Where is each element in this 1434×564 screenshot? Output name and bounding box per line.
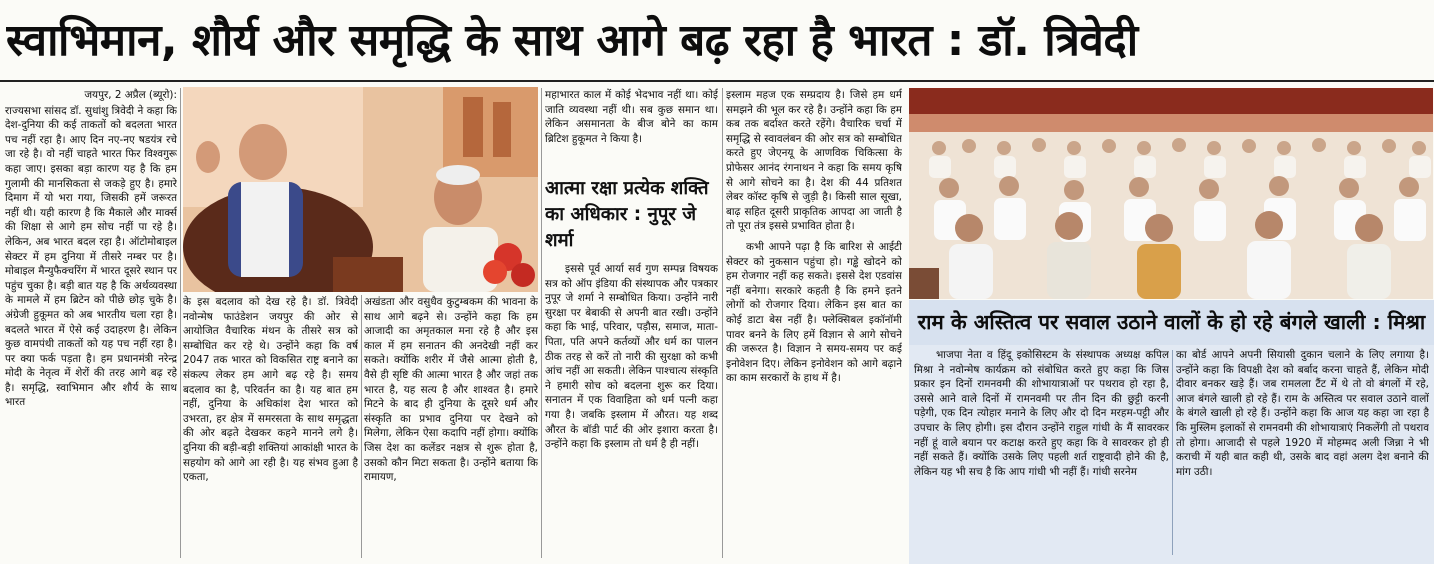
subheading-nupur-sharma: आत्मा रक्षा प्रत्येक शक्ति का अधिकार : नुपूर जे शर्मा xyxy=(545,178,709,251)
audience-photo xyxy=(909,88,1433,299)
article-column-4-top xyxy=(545,88,718,174)
column-4-paragraph: इससे पूर्व आर्या सर्व गुण सम्पन्न विषयक सत्र को ऑप इंडिया की संस्थापक और पत्रकार नुपूर जे शर्मा ने सम्बोधित किया। उन्होंने नारी सुरक्षा पर बेबाकी से अपनी बात रखी। उन्होंने कहा कि भाई, परिवार, पड़ौस, समाज, माता-पिता, पति अपने कर्तव्यों और धर्म का पालन ठीक तरह से करें तो नारी की सुरक्षा को कभी आंच नहीं आ सकती। लेकिन पाश्चात्य संस्कृति ने हमारी सोच को बदलना शुरू कर दिया। सनातन में एक विवाहिता को धर्म पत्नी कहा गया है। जबकि इस्लाम में औरत। यह शब्द औरत के बॉडी पार्ट की ओर इशारा करता है। उन्होंने कहा कि इस्लाम तो धर्म है ही नहीं। xyxy=(545,263,718,451)
speaker-photo-illustration xyxy=(183,87,538,292)
audience-photo-illustration xyxy=(909,88,1433,299)
column-6-paragraph: भाजपा नेता व हिंदू इकोसिस्टम के संस्थापक अध्यक्ष कपिल मिश्रा ने नवोन्मेष कार्यक्रम को संबोधित करते हुए कहा कि जिस प्रकार इन दिनों रामनवमी की शोभायात्राओं पर पथराव हो रहा है, उससे आने वाले दिनों में रामनवमी पर तीन दिन की छुट्टी करनी पड़ेगी, एक दिन त्योहार मनाने के लिए और दो दिन मरहम-पट्टी और उपचार के लिए होगी। इस दौरान उन्होंने राहुल गांधी के मैं सावरकर नहीं हूं वाले बयान पर कटाक्ष करते हुए कहा कि वे सावरकर हो ही नहीं सकते हैं। क्योंकि उसके लिए पहली शर्त राष्ट्रवादी होने की है, लेकिन यह भी सच है कि आप गांधी भी नहीं हैं। गांधी सरनेम xyxy=(914,349,1169,478)
column-divider xyxy=(722,88,723,558)
column-4-paragraph: महाभारत काल में कोई भेदभाव नहीं था। कोई जाति व्यवस्था नहीं थी। सब कुछ समान था। लेकिन असमानता के बीज बोने का काम ब्रिटिश हुकूमत ने किया है। xyxy=(545,89,718,145)
column-5-paragraph: इस्लाम महज एक सम्प्रदाय है। जिसे हम धर्म समझने की भूल कर रहे है। उन्होंने कहा कि हम कब तक बर्दाश्त करते रहेंगे। वैचारिक चर्चा में समृद्धि से स्वावलंबन की ओर सत्र को सम्बोधित करते हुए जेएनयू के आणविक चिकित्सा के प्रोफेसर आनंद रंगनाथन ने कहा कि समय कृषि से आगे सोचने का है। देश की 44 प्रतिशत लेबर कॉस्ट कृषि से जुड़ी है। किसी साल सूखा, बाढ़ सहित दूसरी प्राकृतिक आपदा आ जाती है तो पूरा तंत्र इससे प्रभावित होता है। xyxy=(726,89,902,233)
article-column-5 xyxy=(726,88,902,564)
dateline: जयपुर, 2 अप्रैल (ब्यूरो): xyxy=(84,89,177,101)
column-divider xyxy=(180,88,181,558)
article-column-3 xyxy=(364,295,538,564)
column-divider xyxy=(1172,350,1173,555)
article-column-1 xyxy=(5,88,177,564)
article-column-7 xyxy=(1176,348,1429,562)
article-column-2 xyxy=(183,295,358,564)
headline-rule xyxy=(0,80,1434,82)
column-2-paragraph: के इस बदलाव को देख रहे है। डॉ. त्रिवेदी नवोन्मेष फाउंडेशन जयपुर की ओर से आयोजित वैचारिक मंथन के तीसरे सत्र को सम्बोधित कर रहे थे। उन्होंने कहा कि वर्ष 2047 तक भारत को विकसित राष्ट्र बनाने का संकल्प लेकर हम आगे बढ़ रहे है। समय बदलाव का है, परिवर्तन का है। यह बात हम नहीं, दुनिया के अधिकांश देश भारत को उभरता, हर क्षेत्र में समरसता के साथ समृद्धता की ओर बढ़ते देखकर कहने मानने लगे है। दुनिया की बड़ी-बड़ी शक्तियां आकांक्षी भारत के सहयोग को आगे आ रही है। यह संभव हुआ है एकता, xyxy=(183,296,358,484)
column-1-paragraph: राज्यसभा सांसद डॉ. सुधांशु त्रिवेदी ने कहा कि देश-दुनिया की कई ताकतों को बदलता भारत पच नहीं रहा है। आए दिन नए-नए षडयंत्र रचे जा रहे है। वो नहीं चाहते भारत फिर विश्वगुरू कहा जाए। इसका बड़ा कारण यह है कि हम गुलामी की मानसिकता से जकड़े हुए है। हमारे दिमाग में यो भरा गया, जिसकी हमें जरूरत नहीं थी। यही कारण है कि मैकाले और मार्क्स की शिक्षा से आगे हम सोच नहीं पा रहे है। लेकिन, अब भारत बदल रहा है। ऑटोमोबाइल सेक्टर में हम दुनिया में तीसरे नम्बर पर है। मोबाइल मैन्युफैक्चरिंग में भारत दूसरे स्थान पर पहुंच चुका है। बड़ी बात यह है कि अर्थव्यवस्था के मामले में हम ब्रिटेन को पीछे छोड़ चुके है। अंग्रेजी हुकूमत को अब भारतीय चला रहा है। बदलते भारत में ऐसे कई उदाहरण है। लेकिन कुछ वामपंथी ताकतों को यह पच नहीं रहा है। पर क्या फर्क पड़ता है। हम प्रधानमंत्री नरेन्द्र मोदी के नेतृत्व में शेरों की तरह आगे बढ़ रहे है। समृद्धि, स्वाभिमान और शौर्य के साथ भारत xyxy=(5,104,177,409)
article-column-6 xyxy=(914,348,1169,562)
speaker-photo xyxy=(183,87,538,292)
main-headline: स्वाभिमान, शौर्य और समृद्धि के साथ आगे बढ़ रहा है भारत : डॉ. त्रिवेदी xyxy=(6,15,1138,66)
article-column-4-bottom xyxy=(545,262,718,564)
column-5-paragraph: कभी आपने पढ़ा है कि बारिश से आईटी सेक्टर को नुकसान पहुंचा हो। गड्ढे खोदने को हम रोजगार नहीं कह सकते। इससे देश एडवांस नहीं बनेगा। सरकारे कहती है कि हमने इतने लोगों को रोजगार दिया। लेकिन इस बात का कोई डाटा बेस नहीं है। फ्लेक्सिबल इकॉनॉमी पावर बनने के लिए हमें विज्ञान से आगे सोचने की जरूरत है। विज्ञान ने समय-समय पर कई इनोवेशन दिए। लेकिन इनोवेशन को आगे बढ़ाने का काम सरकारों के हाथ में है। xyxy=(726,240,902,385)
column-3-paragraph: अखंडता और वसुधैव कुटुम्बकम की भावना के साथ आगे बढ़ने से। उन्होंने कहा कि हम आजादी का अमृतकाल मना रहे है और इस काल में हम सनातन की अनदेखी नहीं कर सकते। क्योंकि शरीर में जैसे आत्मा होती है, वैसे ही सृष्टि की आत्मा भारत है और जहां तक भारत है, यह सत्य है और शाश्वत है। हमारे मिटने के बाद ही दुनिया के दूसरे धर्म और संस्कृति का प्रभाव दुनिया पर देखने को मिलेगा, लेकिन ऐसा कदापि नहीं होगा। क्योंकि जिस देश का कलेंडर नक्षत्र से शुरू होता है, उसको कौन मिटा सकता है। उन्होंने बताया कि रामायण, xyxy=(364,296,538,484)
column-divider xyxy=(361,295,362,558)
column-7-paragraph: का बोर्ड आपने अपनी सियासी दुकान चलाने के लिए लगाया है। उन्होंने कहा कि विपक्षी देश को बर्बाद करना चाहते हैं, लेकिन मोदी दीवार बनकर खड़े हैं। जब रामलला टैंट में थे तो वो बंगलों में रहे, आज बंगले खाली हो रहे हैं। राम के अस्तित्व पर सवाल उठाने वालों के बंगले खाली हो रहे हैं। उन्होंने कहा कि आज यह कहा जा रहा है कि मुस्लिम इलाकों से रामनवमी की शोभायात्राएं निकलेंगी तो पथराव तो होगा। आजादी से पहले 1920 में मोहम्मद अली जिन्ना ने भी कराची में यही बात कही थी, उसके बाद वहां अलग देश बनाने की मांग उठी। xyxy=(1176,349,1429,478)
subheading-kapil-mishra: राम के अस्तित्व पर सवाल उठाने वालों के हो रहे बंगले खाली : मिश्रा xyxy=(909,300,1434,345)
column-divider xyxy=(541,88,542,558)
